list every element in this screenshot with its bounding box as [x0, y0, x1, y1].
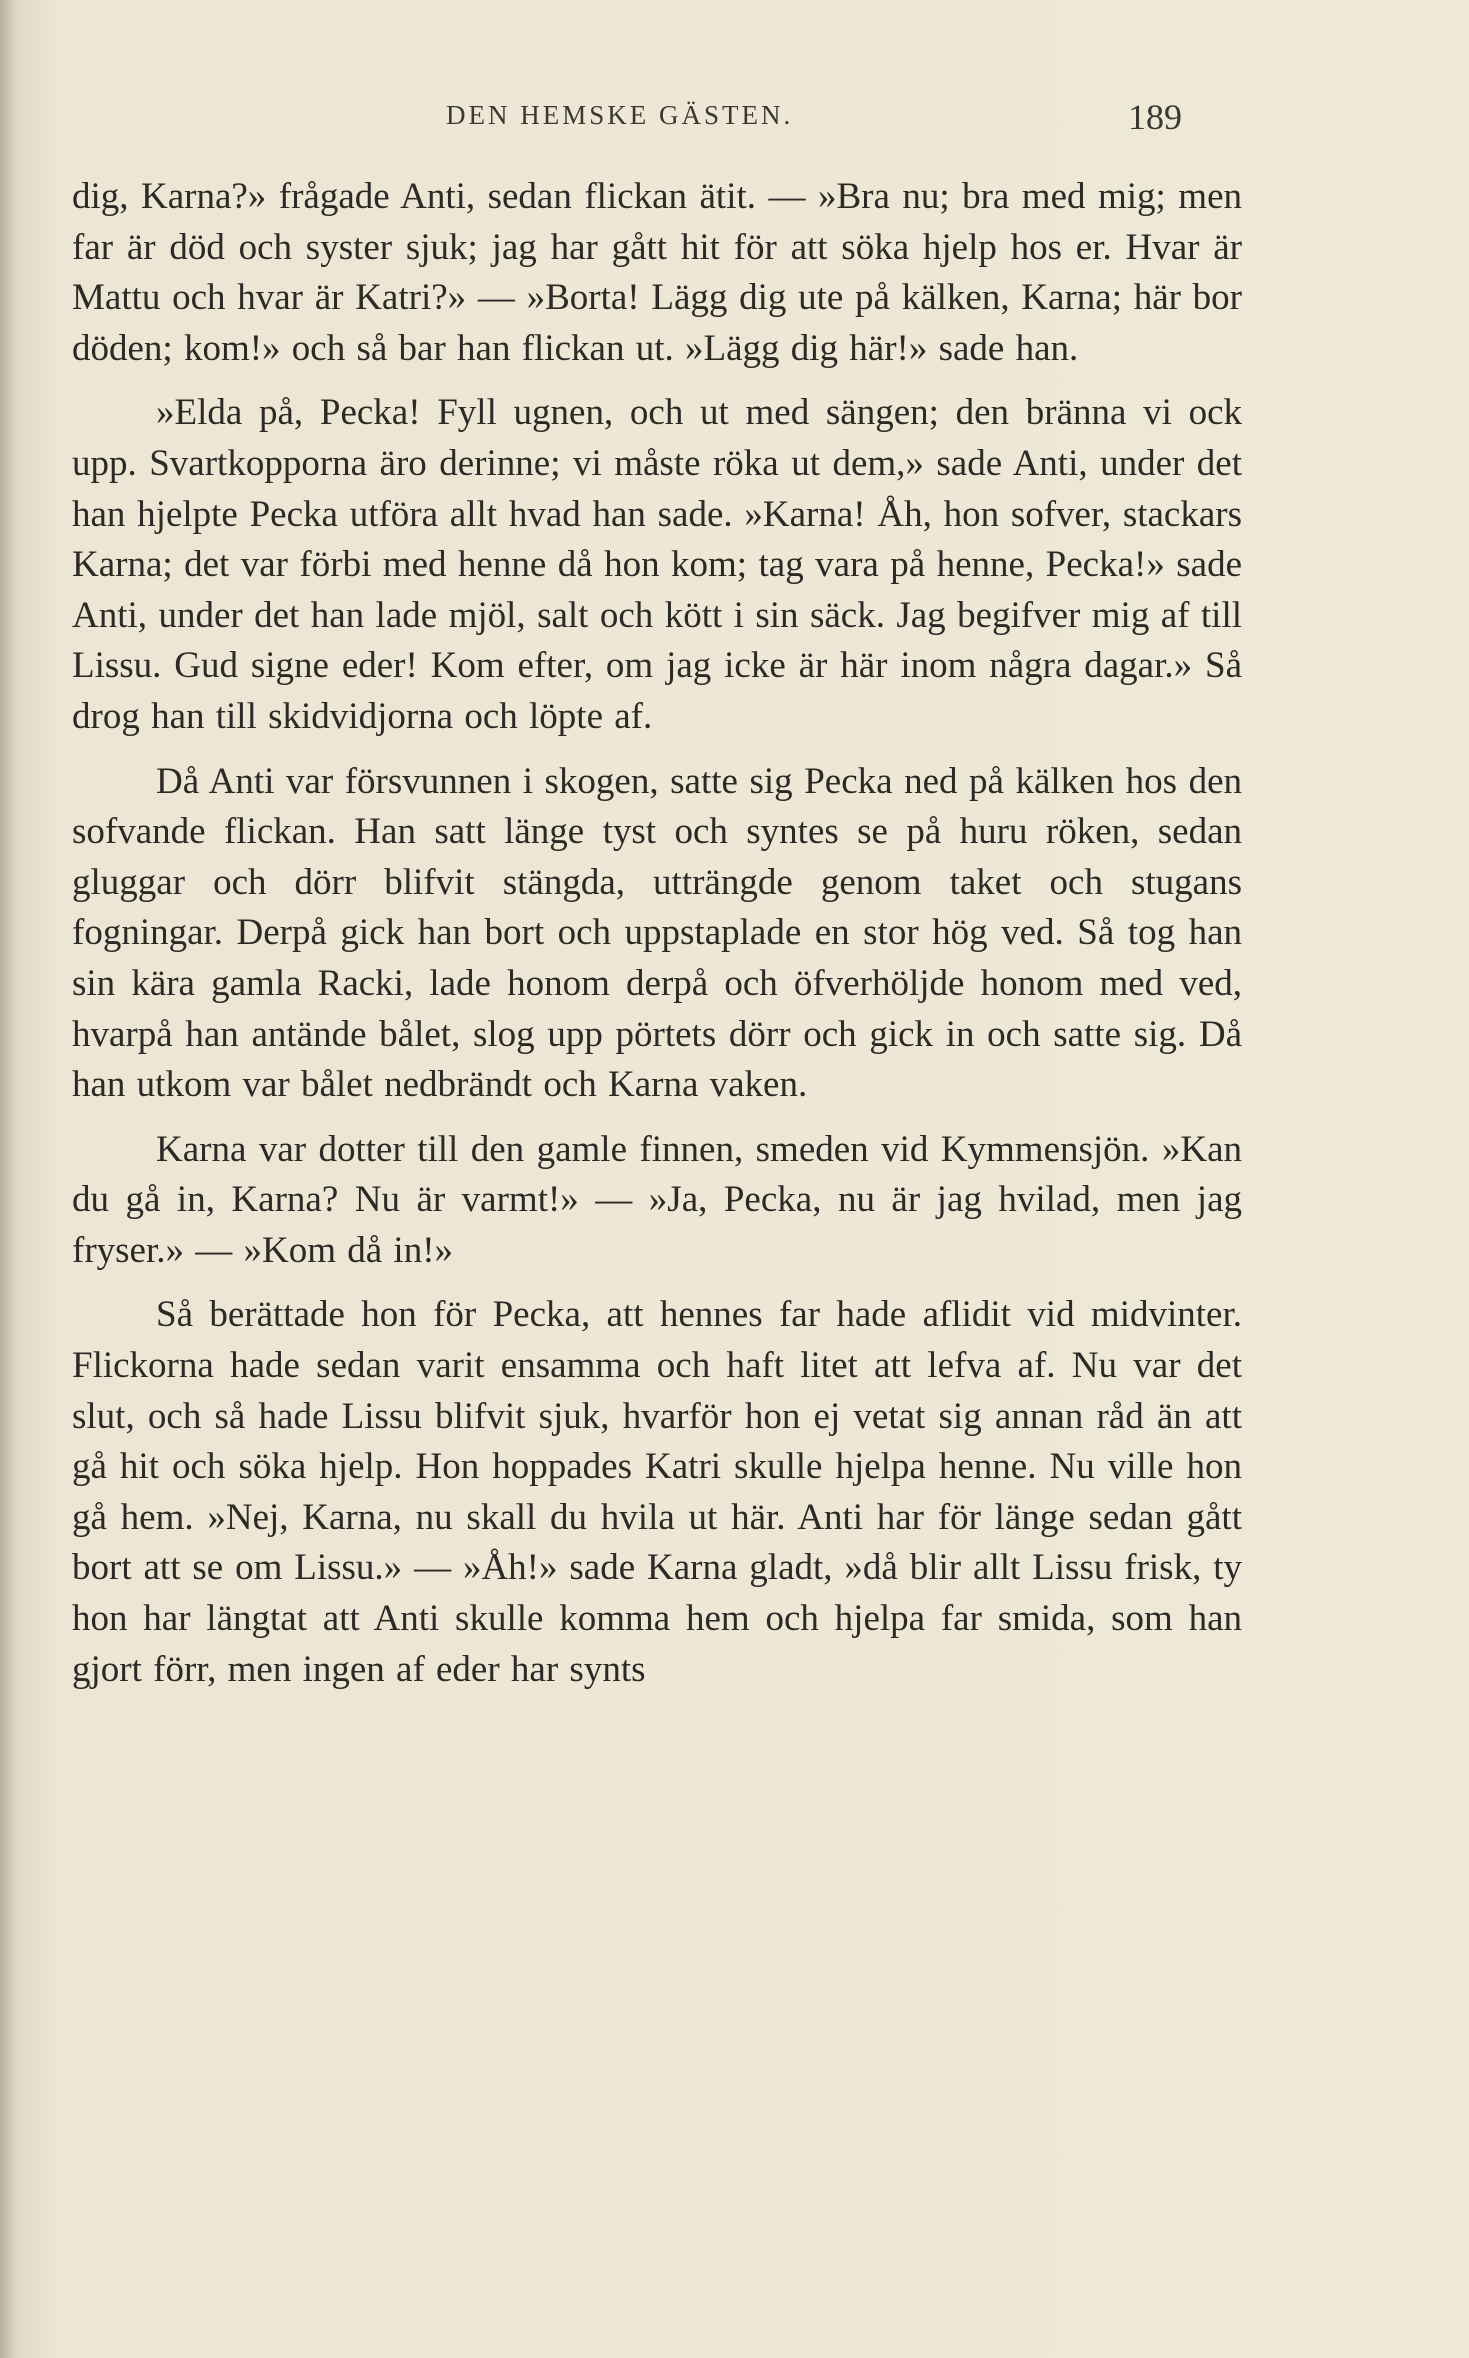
paragraph-3: Då Anti var försvunnen i skogen, satte sig Pecka ned på kälken hos den sofvande flickan. Han satt länge tyst och syntes se på huru röken, sedan gluggar och dörr blifvit stängda, utträngde genom taket och stugans fogningar. Derpå gick han bort och uppstaplade en stor hög ved. Så tog han sin kära gamla Racki, lade honom derpå och öfverhöljde honom med ved, hvarpå han antände bålet, slog upp pörtets dörr och gick in och satte sig. Då han utkom var bålet nedbrändt och Karna vaken.: [72, 760, 1242, 1106]
paragraph-2: »Elda på, Pecka! Fyll ugnen, och ut med sängen; den bränna vi ock upp. Svartkopporna äro derinne; vi måste röka ut dem,» sade Anti, under det han hjelpte Pecka utföra allt hvad han sade. »Karna! Åh, hon sofver, stackars Karna; det var förbi med henne då hon kom; tag vara på henne, Pecka!» sade Anti, under det han lade mjöl, salt och kött i sin säck. Jag begifver mig af till Lissu. Gud signe eder! Kom efter, om jag icke är här inom några dagar.» Så drog han till skidvidjorna och löpte af.: [72, 392, 1242, 737]
paragraph-1: dig, Karna?» frågade Anti, sedan flickan ätit. — »Bra nu; bra med mig; men far är död och syster sjuk; jag har gått hit för att söka hjelp hos er. Hvar är Mattu och hvar är Katri?» — »Borta! Lägg dig ute på kälken, Karna; här bor döden; kom!» och så bar han flickan ut. »Lägg dig här!» sade han.: [72, 176, 1242, 369]
page-binding-edge: [0, 0, 14, 2358]
paragraph-5: Så berättade hon för Pecka, att hennes far hade aflidit vid midvinter. Flickorna hade sedan varit ensamma och haft litet att lefva af. Nu var det slut, och så hade Lissu blifvit sjuk, hvarför hon ej vetat sig annan råd än att gå hit och söka hjelp. Hon hoppades Katri skulle hjelpa henne. Nu ville hon gå hem. »Nej, Karna, nu skall du hvila ut här. Anti har för länge sedan gått bort att se om Lissu.» — »Åh!» sade Karna gladt, »då blir allt Lissu frisk, ty hon har längtat att Anti skulle komma hem och hjelpa far smida, som han gjort förr, men ingen af eder har synts: [72, 1294, 1242, 1690]
body-text: [72, 172, 1242, 1695]
running-head: DEN HEMSKE GÄSTEN.: [446, 100, 794, 130]
paragraph-4: Karna var dotter till den gamle finnen, smeden vid Kymmensjön. »Kan du gå in, Karna? Nu är varmt!» — »Ja, Pecka, nu är jag hvilad, men jag fryser.» — »Kom då in!»: [72, 1128, 1242, 1271]
page-number: 189: [1128, 97, 1182, 137]
